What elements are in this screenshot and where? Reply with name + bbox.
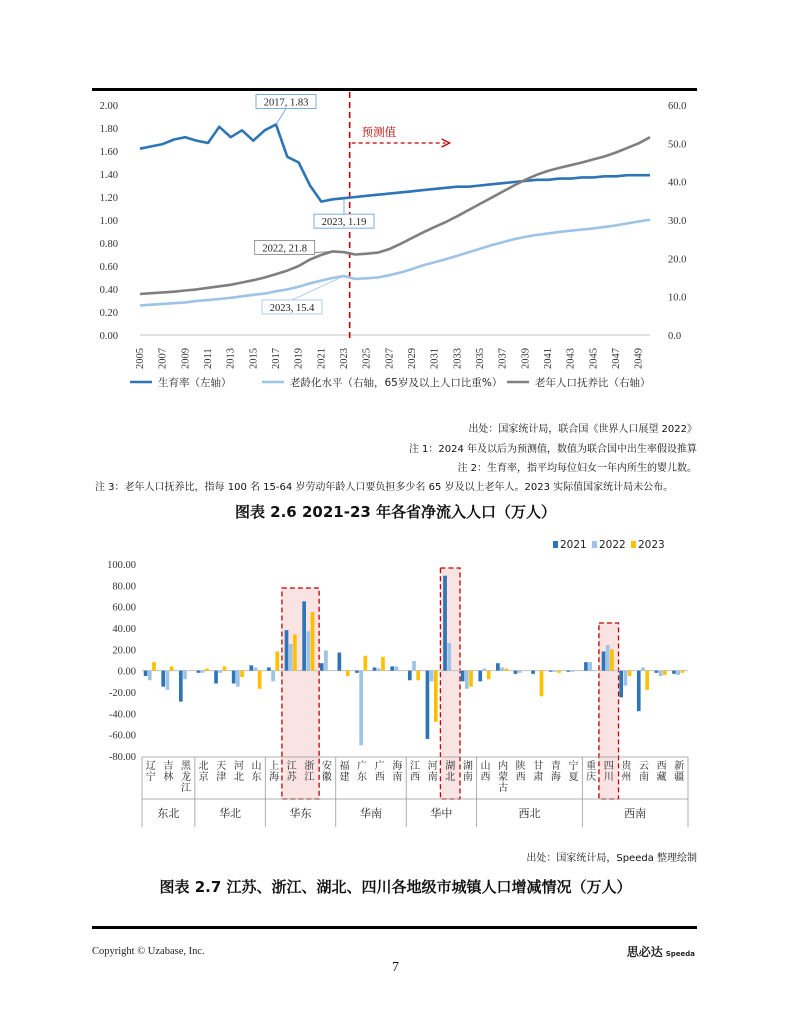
y-tick-label: 40.00 xyxy=(112,624,136,635)
group-label: 华北 xyxy=(219,807,242,820)
y-left-tick-label: 0.20 xyxy=(99,308,118,319)
bar-2022-安徽 xyxy=(324,650,328,670)
category-label: 北京 xyxy=(198,761,209,783)
net-inflow-bar-chart xyxy=(92,524,697,828)
x-tick-label: 2033 xyxy=(452,348,464,369)
y-tick-label: 0.00 xyxy=(117,666,136,678)
bar-2021-新疆 xyxy=(672,671,676,674)
bar-2021-广西 xyxy=(373,667,377,670)
figure-2-7-title: 图表 2.7 江苏、浙江、湖北、四川各地级市城镇人口增减情况（万人） xyxy=(159,878,632,896)
legend-label: 2023 xyxy=(638,539,665,551)
bar-2023-河南 xyxy=(434,671,438,722)
x-tick-label: 2011 xyxy=(203,348,214,369)
figure-2-6-title: 图表 2.6 2021-23 年各省净流入人口（万人） xyxy=(234,503,557,521)
y-right-tick-label: 10.0 xyxy=(668,292,687,304)
category-label: 广西 xyxy=(374,761,385,783)
y-left-tick-label: 0.00 xyxy=(99,331,118,342)
group-label: 华中 xyxy=(430,807,453,820)
aging-level-line xyxy=(140,220,650,306)
bar-2022-吉林 xyxy=(166,671,170,690)
bar-chart-svg xyxy=(92,524,697,828)
legend-label: 2021 xyxy=(560,539,587,551)
legend-label: 2022 xyxy=(599,539,626,551)
group-label: 东北 xyxy=(157,807,180,820)
bar-2022-青海 xyxy=(553,671,557,672)
x-tick-label: 2043 xyxy=(565,348,577,369)
x-tick-label: 2029 xyxy=(407,348,418,369)
bar-2023-新疆 xyxy=(681,671,685,673)
category-label: 山东 xyxy=(251,761,262,783)
category-label: 江西 xyxy=(410,761,420,783)
legend-swatch xyxy=(553,541,558,548)
bar-2021-西藏 xyxy=(655,671,659,673)
category-label: 福建 xyxy=(339,761,350,783)
category-label: 浙江 xyxy=(304,761,315,783)
bar-2022-湖南 xyxy=(465,671,469,689)
bar-2022-广东 xyxy=(359,671,363,746)
annotation-leader xyxy=(276,109,286,125)
bar-2023-天津 xyxy=(223,666,227,670)
source-note-1: 出处：国家统计局，联合国《世界人口展望 2022》 xyxy=(468,424,697,435)
bar-2022-陕西 xyxy=(518,671,522,673)
bar-2023-西藏 xyxy=(663,671,667,675)
bar-2021-湖南 xyxy=(461,671,465,682)
bar-2022-海南 xyxy=(395,666,399,670)
bar-2021-云南 xyxy=(637,671,641,712)
bar-2023-山东 xyxy=(258,671,262,689)
category-label: 江苏 xyxy=(286,761,297,783)
x-tick-label: 2013 xyxy=(225,348,237,369)
bar-2022-山西 xyxy=(483,669,487,671)
bar-2021-安徽 xyxy=(320,663,324,670)
category-label: 青海 xyxy=(550,761,561,783)
y-left-tick-label: 2.00 xyxy=(99,101,118,112)
annotation-leader xyxy=(292,276,344,300)
legend-swatch xyxy=(592,541,597,548)
bar-2022-浙江 xyxy=(306,631,310,670)
x-tick-label: 2031 xyxy=(429,348,441,369)
category-label: 黑龙江 xyxy=(181,761,192,794)
category-label: 河北 xyxy=(233,761,244,783)
category-label: 海南 xyxy=(392,761,403,783)
bar-2023-广西 xyxy=(381,657,385,671)
bar-2022-贵州 xyxy=(624,671,628,686)
bar-2022-上海 xyxy=(271,671,275,682)
x-tick-label: 2021 xyxy=(316,348,328,369)
y-right-tick-label: 40.0 xyxy=(668,177,687,189)
y-right-tick-label: 30.0 xyxy=(668,216,687,227)
bar-2021-天津 xyxy=(214,671,218,684)
bar-2022-山东 xyxy=(254,667,258,670)
bar-2021-辽宁 xyxy=(144,671,148,676)
bar-2023-吉林 xyxy=(170,666,174,670)
bar-2021-上海 xyxy=(267,667,271,670)
x-tick-label: 2039 xyxy=(520,348,532,369)
legend-label: 生育率（左轴） xyxy=(158,377,232,389)
category-label: 西藏 xyxy=(656,761,667,783)
brand-name: 思必达 xyxy=(626,945,663,959)
category-label: 广东 xyxy=(357,761,368,783)
y-tick-label: 80.00 xyxy=(112,581,136,593)
brand-logo xyxy=(627,943,695,960)
fertility-aging-line-chart xyxy=(92,92,697,402)
x-tick-label: 2037 xyxy=(497,348,509,369)
y-tick-label: 60.00 xyxy=(112,602,136,614)
bar-2022-宁夏 xyxy=(571,671,575,672)
bar-2023-青海 xyxy=(557,671,561,673)
bar-2022-河南 xyxy=(430,671,434,682)
bar-2021-重庆 xyxy=(584,662,588,671)
legend-label: 老龄化水平（右轴，65岁及以上人口比重%） xyxy=(290,377,503,389)
forecast-label: 预测值 xyxy=(361,125,397,139)
x-tick-label: 2027 xyxy=(384,348,396,369)
bar-2023-北京 xyxy=(205,669,209,671)
y-left-tick-label: 1.20 xyxy=(99,193,118,204)
y-right-tick-label: 20.0 xyxy=(668,254,687,266)
bar-2021-河南 xyxy=(426,671,430,739)
bar-2021-海南 xyxy=(390,666,394,670)
category-label: 新疆 xyxy=(674,761,685,783)
x-tick-label: 2035 xyxy=(475,348,486,369)
x-tick-label: 2015 xyxy=(248,348,260,369)
legend-label: 老年人口抚养比（右轴） xyxy=(535,377,651,389)
bar-2023-云南 xyxy=(645,671,649,690)
bar-2021-山东 xyxy=(249,665,253,670)
bar-2022-北京 xyxy=(201,671,205,673)
category-label: 陕西 xyxy=(515,761,526,783)
y-left-tick-label: 1.40 xyxy=(99,170,118,181)
x-tick-label: 2025 xyxy=(361,348,373,369)
y-right-tick-label: 60.0 xyxy=(668,101,687,112)
note-1: 注 1：2024 年及以后为预测值，数值为联合国中出生率假设推算 xyxy=(408,444,697,455)
x-tick-label: 2005 xyxy=(135,348,146,369)
bar-2021-河北 xyxy=(232,671,236,684)
bar-2022-重庆 xyxy=(588,662,592,671)
category-label: 云南 xyxy=(638,761,649,783)
bar-2022-新疆 xyxy=(676,671,680,675)
source-note-2: 出处：国家统计局，Speeda 整理绘制 xyxy=(526,853,697,864)
bar-2023-辽宁 xyxy=(152,662,156,671)
y-tick-label: 20.00 xyxy=(112,645,136,657)
bar-2021-内蒙古 xyxy=(496,663,500,670)
x-tick-label: 2009 xyxy=(180,348,192,369)
category-label: 宁夏 xyxy=(568,761,579,783)
copyright-text: Copyright © Uzabase, Inc. xyxy=(92,946,205,957)
bar-2021-宁夏 xyxy=(566,671,570,672)
x-tick-label: 2017 xyxy=(271,348,282,369)
annotation-label: 2017, 1.83 xyxy=(263,97,309,109)
y-left-tick-label: 0.60 xyxy=(99,262,118,273)
y-left-tick-label: 0.40 xyxy=(99,285,118,296)
y-left-tick-label: 1.80 xyxy=(99,124,118,135)
bar-2021-山西 xyxy=(478,671,482,682)
group-label: 西南 xyxy=(624,807,647,820)
bar-2023-甘肃 xyxy=(540,671,544,697)
category-label: 天津 xyxy=(216,761,227,783)
category-label: 湖南 xyxy=(462,761,473,783)
bar-2023-江苏 xyxy=(293,634,297,670)
bar-2022-西藏 xyxy=(659,671,663,676)
category-label: 辽宁 xyxy=(145,761,156,783)
bar-2021-四川 xyxy=(602,651,606,670)
bottom-rule xyxy=(92,926,697,929)
bar-2022-江苏 xyxy=(289,644,293,671)
line-chart-svg xyxy=(92,92,697,402)
bar-2023-上海 xyxy=(275,651,279,670)
bar-2022-广西 xyxy=(377,669,381,671)
bar-2022-云南 xyxy=(641,667,645,670)
x-tick-label: 2041 xyxy=(543,348,554,369)
bar-2021-广东 xyxy=(355,671,359,673)
bar-2023-浙江 xyxy=(311,612,315,671)
category-label: 甘肃 xyxy=(533,761,544,783)
bar-2021-湖北 xyxy=(443,576,447,671)
bar-2021-浙江 xyxy=(302,601,306,670)
bar-2021-贵州 xyxy=(619,671,623,698)
y-left-tick-label: 1.00 xyxy=(99,216,118,227)
y-tick-label: -60.00 xyxy=(108,730,136,742)
bar-2021-吉林 xyxy=(161,671,165,687)
y-right-tick-label: 0.0 xyxy=(668,331,682,342)
x-tick-label: 2023 xyxy=(339,348,350,369)
page-number: 7 xyxy=(392,960,399,975)
bar-2023-福建 xyxy=(346,671,350,676)
bar-2021-陕西 xyxy=(514,671,518,674)
x-tick-label: 2049 xyxy=(633,348,645,369)
category-label: 安徽 xyxy=(321,761,332,783)
x-tick-label: 2007 xyxy=(157,348,169,369)
category-label: 河南 xyxy=(427,761,438,783)
bar-2021-甘肃 xyxy=(531,671,535,674)
category-label: 山西 xyxy=(480,761,491,783)
legend-swatch xyxy=(631,541,636,548)
x-tick-label: 2047 xyxy=(611,348,622,369)
bar-2022-四川 xyxy=(606,645,610,671)
bar-2022-河北 xyxy=(236,671,240,687)
category-label: 湖北 xyxy=(445,761,456,783)
bar-2023-湖南 xyxy=(469,671,473,687)
category-label: 上海 xyxy=(269,761,280,783)
y-tick-label: 100.00 xyxy=(107,560,136,571)
group-label: 华南 xyxy=(359,807,382,820)
y-tick-label: -40.00 xyxy=(108,709,136,721)
y-right-tick-label: 50.0 xyxy=(668,139,687,151)
bar-2022-黑龙江 xyxy=(183,671,187,680)
bar-2021-北京 xyxy=(197,671,201,673)
group-label: 西北 xyxy=(518,807,541,820)
bar-2021-黑龙江 xyxy=(179,671,183,702)
bar-2023-广东 xyxy=(364,656,368,671)
y-tick-label: -20.00 xyxy=(108,688,136,699)
bar-2021-江苏 xyxy=(285,630,289,671)
category-label: 四川 xyxy=(603,761,614,783)
bar-2023-江西 xyxy=(416,671,420,681)
bar-2023-四川 xyxy=(610,649,614,670)
bar-2022-湖北 xyxy=(447,643,451,671)
top-rule xyxy=(92,88,697,91)
bar-2023-内蒙古 xyxy=(504,669,508,671)
bar-2022-辽宁 xyxy=(148,671,152,681)
brand-sub: Speeda xyxy=(665,950,695,958)
category-label: 重庆 xyxy=(586,761,597,783)
note-3: 注 3：老年人口抚养比，指每 100 名 15-64 岁劳动年龄人口要负担多少名 65 岁及以上老年人。2023 实际值国家统计局未公布。 xyxy=(95,482,674,493)
y-left-tick-label: 0.80 xyxy=(99,239,118,250)
bar-2021-福建 xyxy=(338,653,342,671)
x-tick-label: 2019 xyxy=(293,348,305,369)
bar-2023-贵州 xyxy=(628,671,632,676)
bar-2022-天津 xyxy=(218,671,222,673)
bar-2023-河北 xyxy=(240,671,244,677)
annotation-label: 2022, 21.8 xyxy=(262,243,307,255)
note-2: 注 2：生育率，指平均每位妇女一年内所生的婴儿数。 xyxy=(457,463,697,474)
y-left-tick-label: 1.60 xyxy=(99,147,118,158)
bar-2022-江西 xyxy=(412,661,416,671)
x-tick-label: 2045 xyxy=(588,347,600,369)
bar-2023-山西 xyxy=(487,671,491,680)
category-label: 贵州 xyxy=(621,761,632,783)
group-label: 华东 xyxy=(289,807,312,820)
bar-2021-青海 xyxy=(549,671,553,672)
y-tick-label: -80.00 xyxy=(108,752,136,763)
annotation-label: 2023, 1.19 xyxy=(321,217,367,229)
annotation-label: 2023, 15.4 xyxy=(269,302,315,314)
category-label: 吉林 xyxy=(163,761,174,783)
bar-2021-江西 xyxy=(408,671,412,681)
old-age-dependency-line xyxy=(140,137,650,294)
bar-2022-内蒙古 xyxy=(500,667,504,670)
category-label: 内蒙古 xyxy=(498,761,509,794)
